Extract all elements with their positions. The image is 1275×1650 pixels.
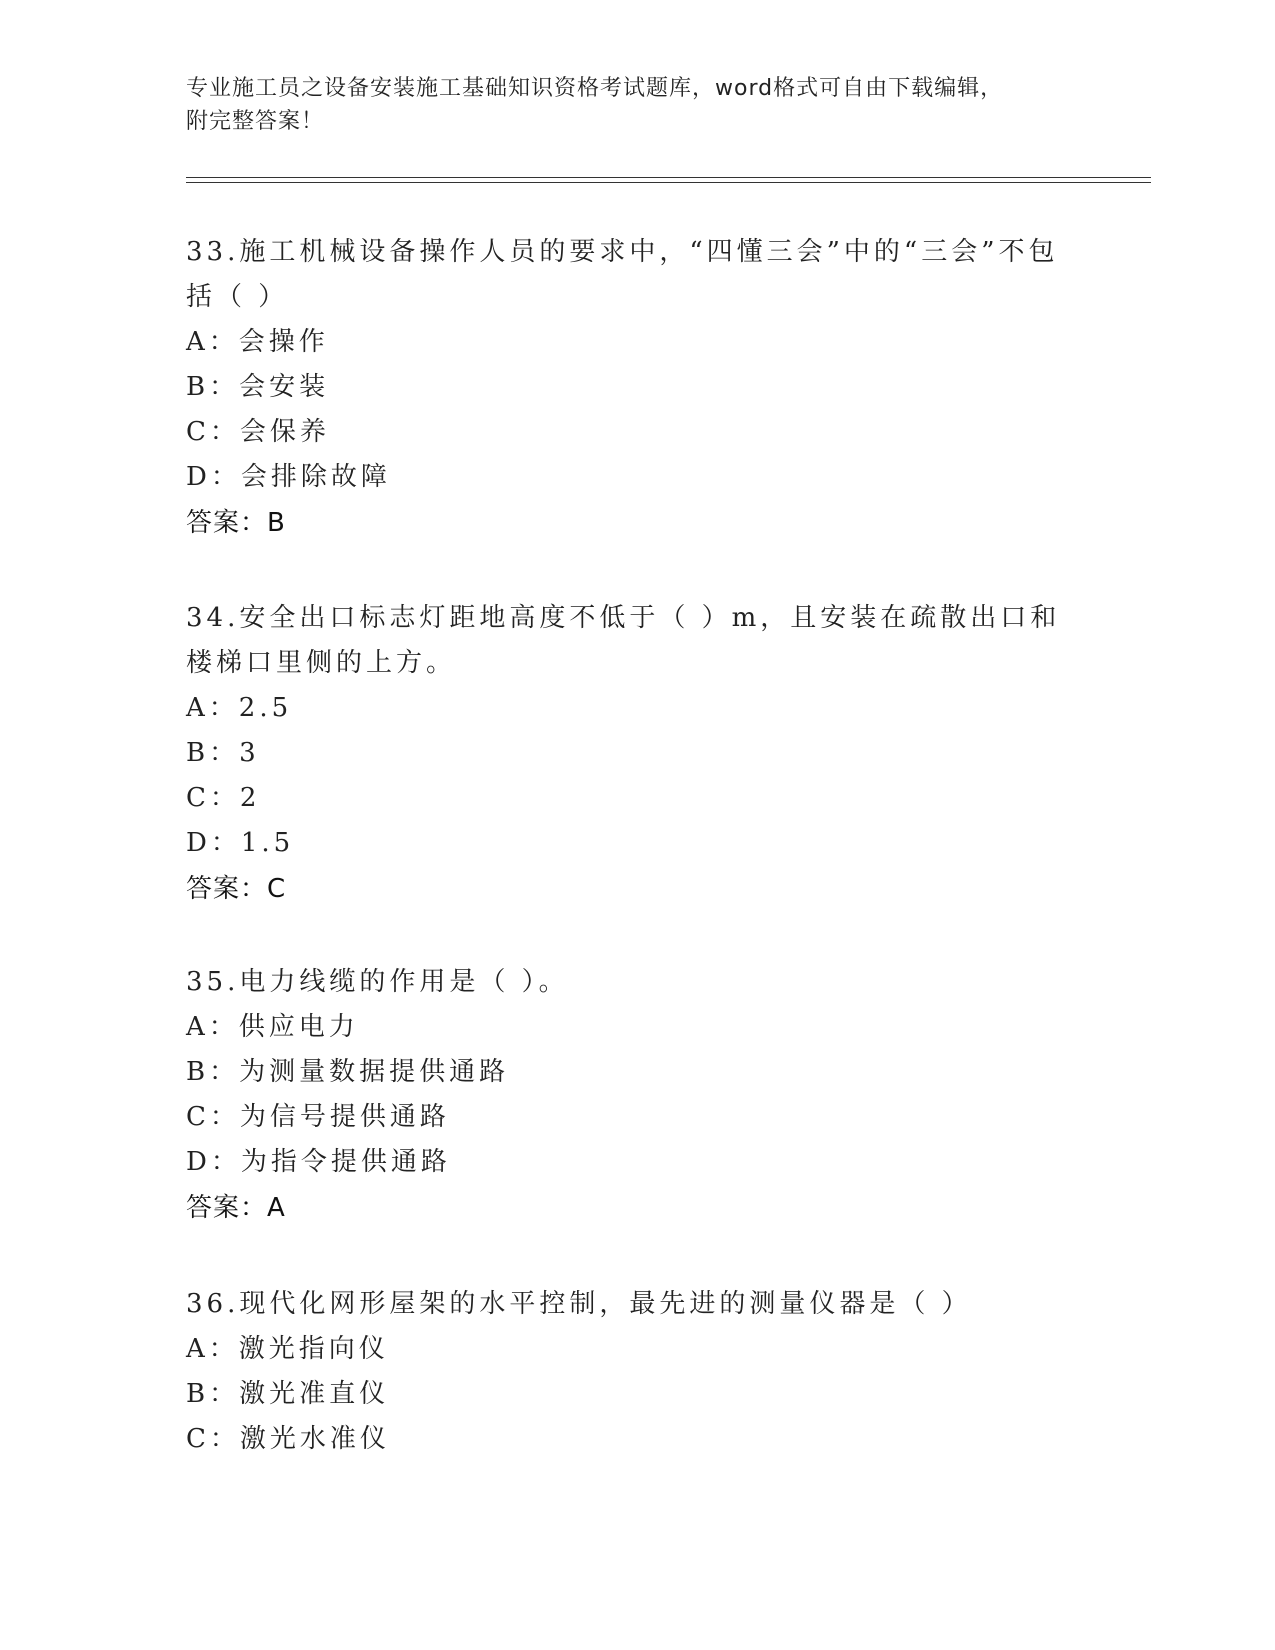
answer: 答案：C [186, 874, 287, 904]
option-a: A：供应电力 [186, 1012, 359, 1042]
header-divider-top [186, 177, 1151, 178]
answer: 答案：B [186, 508, 286, 538]
option-b: B：为测量数据提供通路 [186, 1057, 510, 1087]
option-c: C：为信号提供通路 [186, 1102, 450, 1132]
header-divider-bottom [186, 182, 1151, 183]
question-stem: 36.现代化网形屋架的水平控制，最先进的测量仪器是（ ） [186, 1289, 972, 1319]
document-header [186, 72, 1066, 138]
question-stem: 35.电力线缆的作用是（ ）。 [186, 967, 569, 997]
option-a: A：2.5 [186, 693, 293, 723]
question-35 [186, 960, 1086, 1231]
question-36 [186, 1282, 1086, 1462]
option-d: D：会排除故障 [186, 462, 391, 492]
header-line-2: 附完整答案！ [186, 109, 325, 134]
answer: 答案：A [186, 1193, 286, 1223]
option-c: C：激光水准仪 [186, 1424, 390, 1454]
option-a: A：会操作 [186, 327, 329, 357]
question-stem: 34.安全出口标志灯距地高度不低于（ ）m，且安装在疏散出口和楼梯口里侧的上方。 [186, 603, 1061, 678]
question-34 [186, 596, 1086, 912]
option-c: C：2 [186, 783, 261, 813]
option-b: B：激光准直仪 [186, 1379, 390, 1409]
question-33 [186, 230, 1086, 546]
option-d: D：为指令提供通路 [186, 1147, 451, 1177]
question-stem: 33.施工机械设备操作人员的要求中，“四懂三会”中的“三会”不包括（ ） [186, 237, 1059, 312]
option-c: C：会保养 [186, 417, 330, 447]
option-d: D：1.5 [186, 828, 295, 858]
option-b: B：会安装 [186, 372, 330, 402]
option-b: B：3 [186, 738, 260, 768]
header-line-1: 专业施工员之设备安装施工基础知识资格考试题库，word格式可自由下载编辑， [186, 76, 1004, 101]
option-a: A：激光指向仪 [186, 1334, 389, 1364]
